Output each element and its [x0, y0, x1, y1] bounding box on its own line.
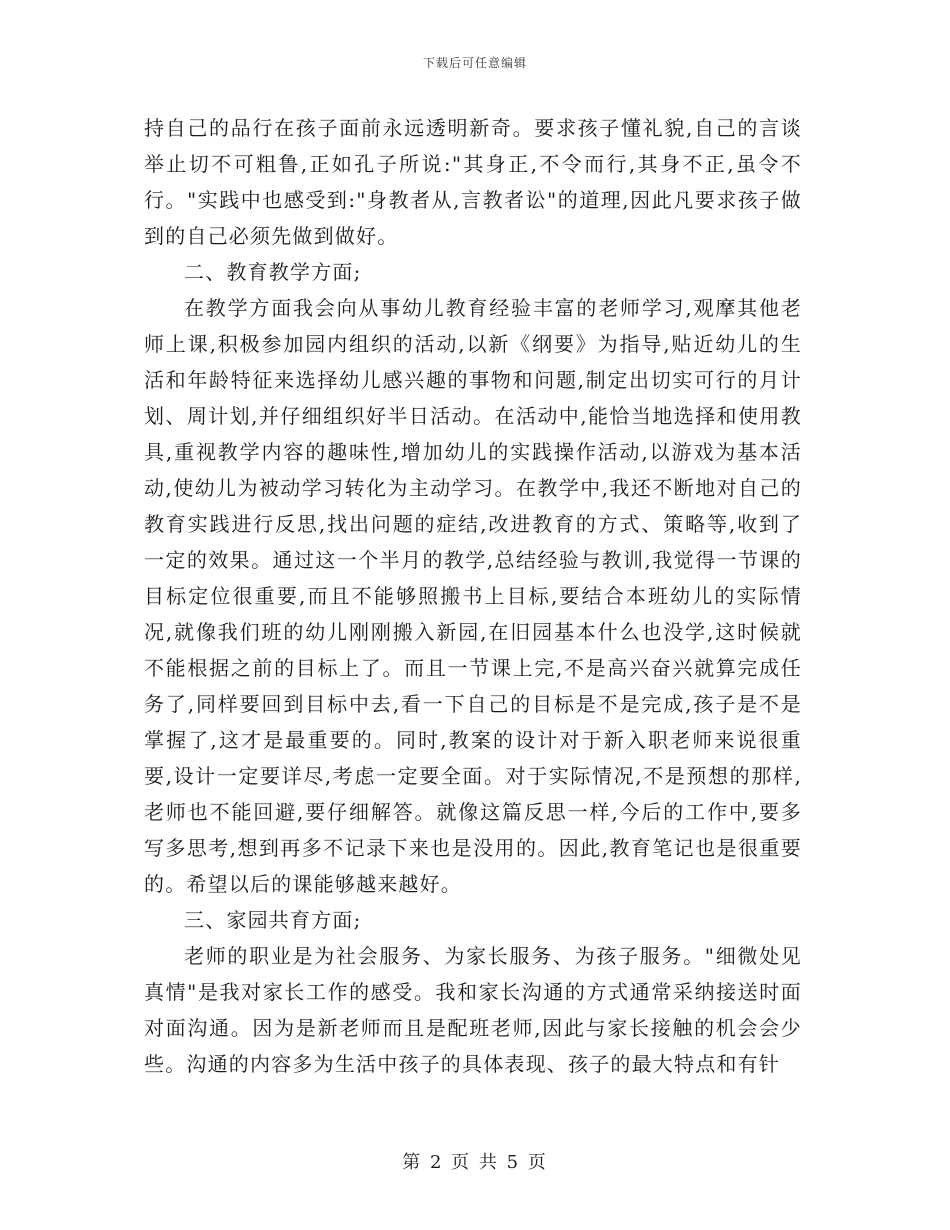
paragraph-teaching: 在教学方面我会向从事幼儿教育经验丰富的老师学习,观摩其他老师上课,积极参加园内组织的活动,以新《纲要》为指导,贴近幼儿的生活和年龄特征来选择幼儿感兴趣的事物和问题,制定出切实可行的月计划、周计划,并仔细组织好半日活动。在活动中,能恰当地选择和使用教具,重视教学内容的趣味性,增加幼儿的实践操作活动,以游戏为基本活动,使幼儿为被动学习转化为主动学习。在教学中,我还不断地对自己的教育实践进行反思,找出问题的症结,改进教育的方式、策略等,收到了一定的效果。通过这一个半月的教学,总结经验与教训,我觉得一节课的目标定位很重要,而且不能够照搬书上目标,要结合本班幼儿的实际情况,就像我们班的幼儿刚刚搬入新园,在旧园基本什么也没学,这时候就不能根据之前的目标上了。而且一节课上完,不是高兴奋兴就算完成任务了,同样要回到目标中去,看一下自己的目标是不是完成,孩子是不是掌握了,这才是最重要的。同时,教案的设计对于新入职老师来说很重要,设计一定要详尽,考虑一定要全面。对于实际情况,不是预想的那样,老师也不能回避,要仔细解答。就像这篇反思一样,今后的工作中,要多写多思考,想到再多不记录下来也是没用的。因此,教育笔记也是很重要的。希望以后的课能够越来越好。: [144, 296, 802, 896]
paragraph-continuation: 持自己的品行在孩子面前永远透明新奇。要求孩子懂礼貌,自己的言谈举止切不可粗鲁,正如孔子所说:"其身正,不令而行,其身不正,虽令不行。"实践中也感受到:"身教者从,言教者讼"的道理,因此凡要求孩子做到的自己必须先做到做好。: [144, 116, 802, 248]
document-body: [144, 110, 802, 1082]
page-number: 第 2 页 共 5 页: [402, 1152, 548, 1173]
page-header: 下载后可任意编辑: [422, 56, 527, 70]
section-heading-home-school: 三、家园共育方面;: [184, 908, 362, 932]
section-heading-teaching: 二、教育教学方面;: [184, 260, 362, 284]
paragraph-home-school: 老师的职业是为社会服务、为家长服务、为孩子服务。"细微处见真情"是我对家长工作的感受。我和家长沟通的方式通常采纳接送时面对面沟通。因为是新老师而且是配班老师,因此与家长接触的机会会少些。沟通的内容多为生活中孩子的具体表现、孩子的最大特点和有针: [144, 944, 802, 1076]
